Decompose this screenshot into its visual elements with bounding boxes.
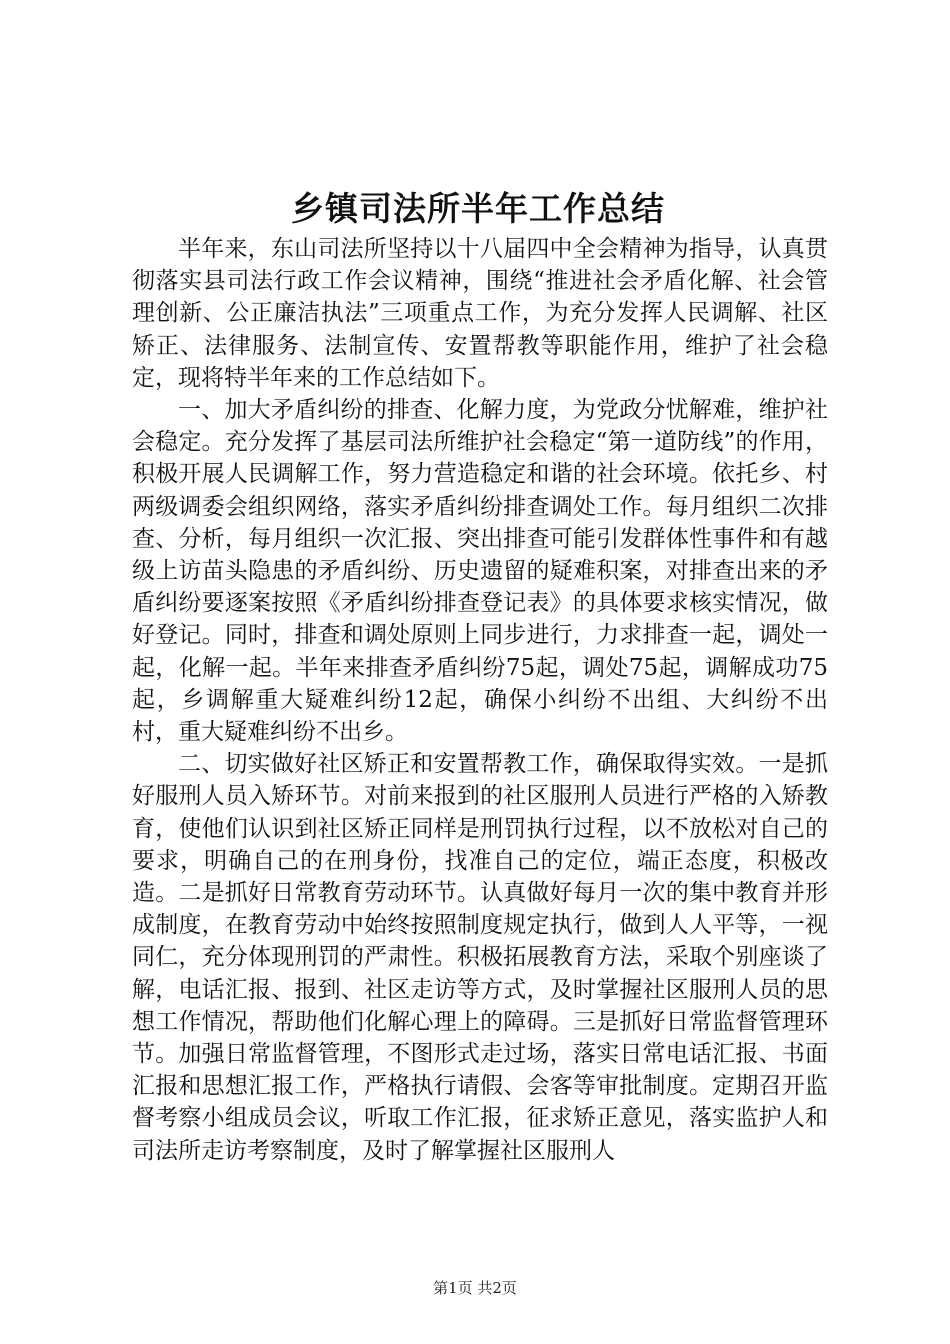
paragraph-section-two: 二、切实做好社区矫正和安置帮教工作，确保取得实效。一是抓好服刑人员入矫环节。对前来报到的社区服刑人员进行严格的入矫教育，使他们认识到社区矫正同样是刑罚执行过程，以不放松对自己的要求，明确自己的在刑身份，找准自己的定位，端正态度，积极改造。二是抓好日常教育劳动环节。认真做好每月一次的集中教育并形成制度，在教育劳动中始终按照制度规定执行，做到人人平等，一视同仁，充分体现刑罚的严肃性。积极拓展教育方法，采取个别座谈了解，电话汇报、报到、社区走访等方式，及时掌握社区服刑人员的思想工作情况，帮助他们化解心理上的障碍。三是抓好日常监督管理环节。加强日常监督管理，不图形式走过场，落实日常电话汇报、书面汇报和思想汇报工作，严格执行请假、会客等审批制度。定期召开监督考察小组成员会议，听取工作汇报，征求矫正意见，落实监护人和司法所走访考察制度，及时了解掌握社区服刑人 <box>132 751 828 1164</box>
document-title: 乡镇司法所半年工作总结 <box>291 189 665 228</box>
paragraph-section-one: 一、加大矛盾纠纷的排查、化解力度，为党政分忧解难，维护社会稳定。充分发挥了基层司法所维护社会稳定“第一道防线”的作用，积极开展人民调解工作，努力营造稳定和谐的社会环境。依托乡、村两级调委会组织网络，落实矛盾纠纷排查调处工作。每月组织二次排查、分析，每月组织一次汇报、突出排查可能引发群体性事件和有越级上访苗头隐患的矛盾纠纷、历史遗留的疑难积案，对排查出来的矛盾纠纷要逐案按照《矛盾纠纷排查登记表》的具体要求核实情况，做好登记。同时，排查和调处原则上同步进行，力求排查一起，调处一起，化解一起。半年来排查矛盾纠纷75起，调处75起，调解成功75起，乡调解重大疑难纠纷12起，确保小纠纷不出组、大纠纷不出村，重大疑难纠纷不出乡。 <box>132 397 828 746</box>
document-body <box>132 233 828 1167</box>
page-number-footer: 第1页 共2页 <box>433 1279 517 1297</box>
paragraph-intro: 半年来，东山司法所坚持以十八届四中全会精神为指导，认真贯彻落实县司法行政工作会议精神，围绕“推进社会矛盾化解、社会管理创新、公正廉洁执法”三项重点工作，为充分发挥人民调解、社区矫正、法律服务、法制宣传、安置帮教等职能作用，维护了社会稳定，现将特半年来的工作总结如下。 <box>132 236 828 391</box>
